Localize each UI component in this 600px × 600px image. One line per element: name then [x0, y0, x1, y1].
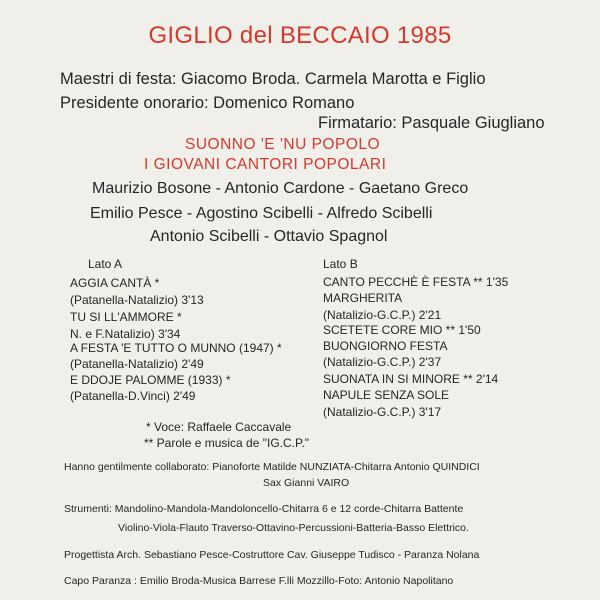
side-b-label: Lato B [323, 257, 358, 271]
members-line-3: Antonio Scibelli - Ottavio Spagnol [150, 228, 388, 245]
side-b-track-line: BUONGIORNO FESTA [323, 339, 448, 353]
voice-note: * Voce: Raffaele Caccavale [146, 420, 292, 434]
group-name: SUONNO 'E 'NU POPOLO [185, 136, 381, 153]
side-b-track-line: MARGHERITA [323, 291, 403, 305]
side-b-track-line: SCETETE CORE MIO ** 1'50 [323, 323, 481, 337]
side-b-track-line: SUONATA IN SI MINORE ** 2'14 [323, 372, 499, 386]
members-line-1: Maurizio Bosone - Antonio Cardone - Gaetano Greco [92, 180, 469, 197]
collaborators-line-2: Sax Gianni VAIRO [263, 477, 350, 489]
side-b-track-line: (Natalizio-G.C.P.) 2'21 [323, 308, 442, 322]
side-a-label: Lato A [88, 257, 123, 271]
side-b-track-line: CANTO PECCHÈ È FESTA ** 1'35 [323, 275, 509, 289]
members-line-2: Emilio Pesce - Agostino Scibelli - Alfredo Scibelli [90, 205, 433, 222]
side-a-track-line: E DDOJE PALOMME (1933) * [70, 373, 231, 387]
design-credits: Progettista Arch. Sebastiano Pesce-Costruttore Cav. Giuseppe Tudisco - Paranza Nolana [64, 549, 480, 561]
side-b-track-line: NAPULE SENZA SOLE [323, 388, 450, 402]
side-b-track-line: (Natalizio-G.C.P.) 2'37 [323, 355, 442, 369]
side-a-track-line: (Patanella-D.Vinci) 2'49 [70, 389, 196, 403]
maestri-di-festa: Maestri di festa: Giacomo Broda. Carmela Marotta e Figlio [60, 70, 486, 88]
side-a-track-line: TU SI LL'AMMORE * [70, 310, 182, 324]
instruments-line-2: Violino-Viola-Flauto Traverso-Ottavino-Percussioni-Batteria-Basso Elettrico. [118, 522, 469, 534]
production-credits: Capo Paranza : Emilio Broda-Musica Barrese F.lli Mozzillo-Foto: Antonio Napolitano [64, 575, 454, 587]
instruments-line-1: Strumenti: Mandolino-Mandola-Mandoloncello-Chitarra 6 e 12 corde-Chitarra Battente [64, 503, 464, 515]
side-a-track-line: AGGIA CANTÀ * [70, 276, 160, 290]
firmatario: Firmatario: Pasquale Giugliano [318, 114, 545, 132]
group-subtitle: I GIOVANI CANTORI POPOLARI [144, 156, 387, 173]
collaborators-line-1: Hanno gentilmente collaborato: Pianoforte Matilde NUNZIATA-Chitarra Antonio QUINDICI [64, 461, 480, 473]
side-a-track-line: A FESTA 'E TUTTO O MUNNO (1947) * [70, 341, 282, 355]
side-a-track-line: N. e F.Natalizio) 3'34 [70, 327, 181, 341]
album-title: GIGLIO del BECCAIO 1985 [148, 22, 452, 49]
presidente-onorario: Presidente onorario: Domenico Romano [60, 94, 355, 112]
side-b-track-line: (Natalizio-G.C.P.) 3'17 [323, 405, 442, 419]
side-a-track-line: (Patanella-Natalizio) 3'13 [70, 293, 204, 307]
side-a-track-line: (Patanella-Natalizio) 2'49 [70, 357, 204, 371]
lyrics-note: ** Parole e musica de "IG.C.P." [144, 436, 310, 450]
